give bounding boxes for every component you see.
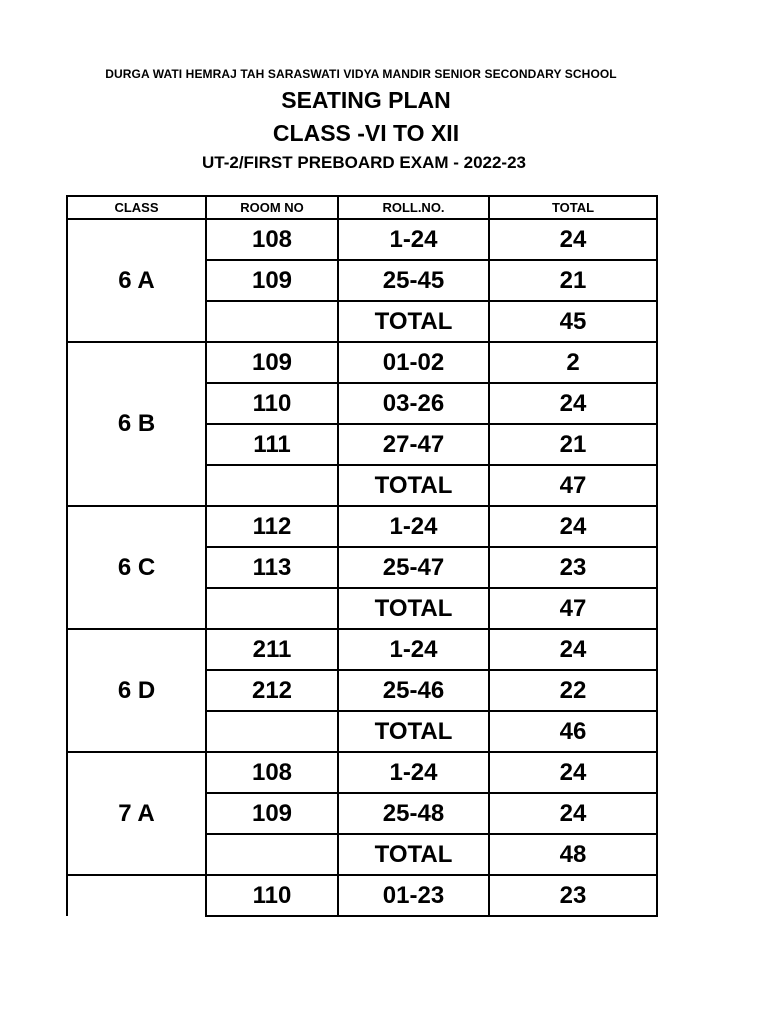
table-row — [67, 219, 657, 260]
roll-cell: 1-24 — [338, 219, 489, 260]
room-cell: 212 — [206, 670, 338, 711]
roll-cell: TOTAL — [338, 301, 489, 342]
roll-cell: TOTAL — [338, 711, 489, 752]
total-cell: 22 — [489, 670, 657, 711]
table-row — [67, 629, 657, 670]
roll-cell: TOTAL — [338, 834, 489, 875]
class-cell — [67, 875, 206, 916]
column-header-total: TOTAL — [489, 196, 657, 219]
total-cell: 47 — [489, 588, 657, 629]
roll-cell: 25-48 — [338, 793, 489, 834]
total-cell: 24 — [489, 383, 657, 424]
roll-cell: 1-24 — [338, 629, 489, 670]
roll-cell: TOTAL — [338, 465, 489, 506]
room-cell — [206, 834, 338, 875]
total-cell: 24 — [489, 752, 657, 793]
table-row — [67, 342, 657, 383]
class-cell: 6 B — [67, 342, 206, 506]
room-cell: 112 — [206, 506, 338, 547]
exam-name: UT-2/FIRST PREBOARD EXAM - 2022-23 — [201, 153, 526, 172]
room-cell: 109 — [206, 342, 338, 383]
roll-cell: 01-23 — [338, 875, 489, 916]
total-cell: 24 — [489, 219, 657, 260]
total-cell: 23 — [489, 547, 657, 588]
total-cell: 21 — [489, 260, 657, 301]
total-cell: 24 — [489, 506, 657, 547]
room-cell — [206, 301, 338, 342]
roll-cell: 01-02 — [338, 342, 489, 383]
room-cell: 108 — [206, 219, 338, 260]
room-cell: 109 — [206, 260, 338, 301]
room-cell: 110 — [206, 875, 338, 916]
class-cell: 6 D — [67, 629, 206, 752]
total-cell: 2 — [489, 342, 657, 383]
column-header-room: ROOM NO — [206, 196, 338, 219]
roll-cell: 1-24 — [338, 752, 489, 793]
total-cell: 24 — [489, 793, 657, 834]
table-row — [67, 875, 657, 916]
page-subtitle: CLASS -VI TO XII — [272, 120, 460, 146]
total-cell: 24 — [489, 629, 657, 670]
total-cell: 46 — [489, 711, 657, 752]
school-name: DURGA WATI HEMRAJ TAH SARASWATI VIDYA MANDIR SENIOR SECONDARY SCHOOL — [105, 67, 617, 81]
class-cell: 6 A — [67, 219, 206, 342]
total-cell: 21 — [489, 424, 657, 465]
table-row — [67, 752, 657, 793]
page-title: SEATING PLAN — [281, 87, 451, 113]
roll-cell: TOTAL — [338, 588, 489, 629]
class-cell: 7 A — [67, 752, 206, 875]
room-cell: 113 — [206, 547, 338, 588]
room-cell — [206, 588, 338, 629]
table-row — [67, 506, 657, 547]
room-cell: 109 — [206, 793, 338, 834]
roll-cell: 25-45 — [338, 260, 489, 301]
column-header-class: CLASS — [67, 196, 206, 219]
table-header-row — [67, 196, 657, 219]
class-cell: 6 C — [67, 506, 206, 629]
seating-table — [66, 195, 658, 917]
total-cell: 23 — [489, 875, 657, 916]
room-cell — [206, 711, 338, 752]
room-cell: 108 — [206, 752, 338, 793]
column-header-roll: ROLL.NO. — [338, 196, 489, 219]
roll-cell: 1-24 — [338, 506, 489, 547]
room-cell: 211 — [206, 629, 338, 670]
roll-cell: 27-47 — [338, 424, 489, 465]
room-cell: 110 — [206, 383, 338, 424]
total-cell: 45 — [489, 301, 657, 342]
roll-cell: 03-26 — [338, 383, 489, 424]
total-cell: 48 — [489, 834, 657, 875]
roll-cell: 25-46 — [338, 670, 489, 711]
room-cell: 111 — [206, 424, 338, 465]
roll-cell: 25-47 — [338, 547, 489, 588]
room-cell — [206, 465, 338, 506]
total-cell: 47 — [489, 465, 657, 506]
